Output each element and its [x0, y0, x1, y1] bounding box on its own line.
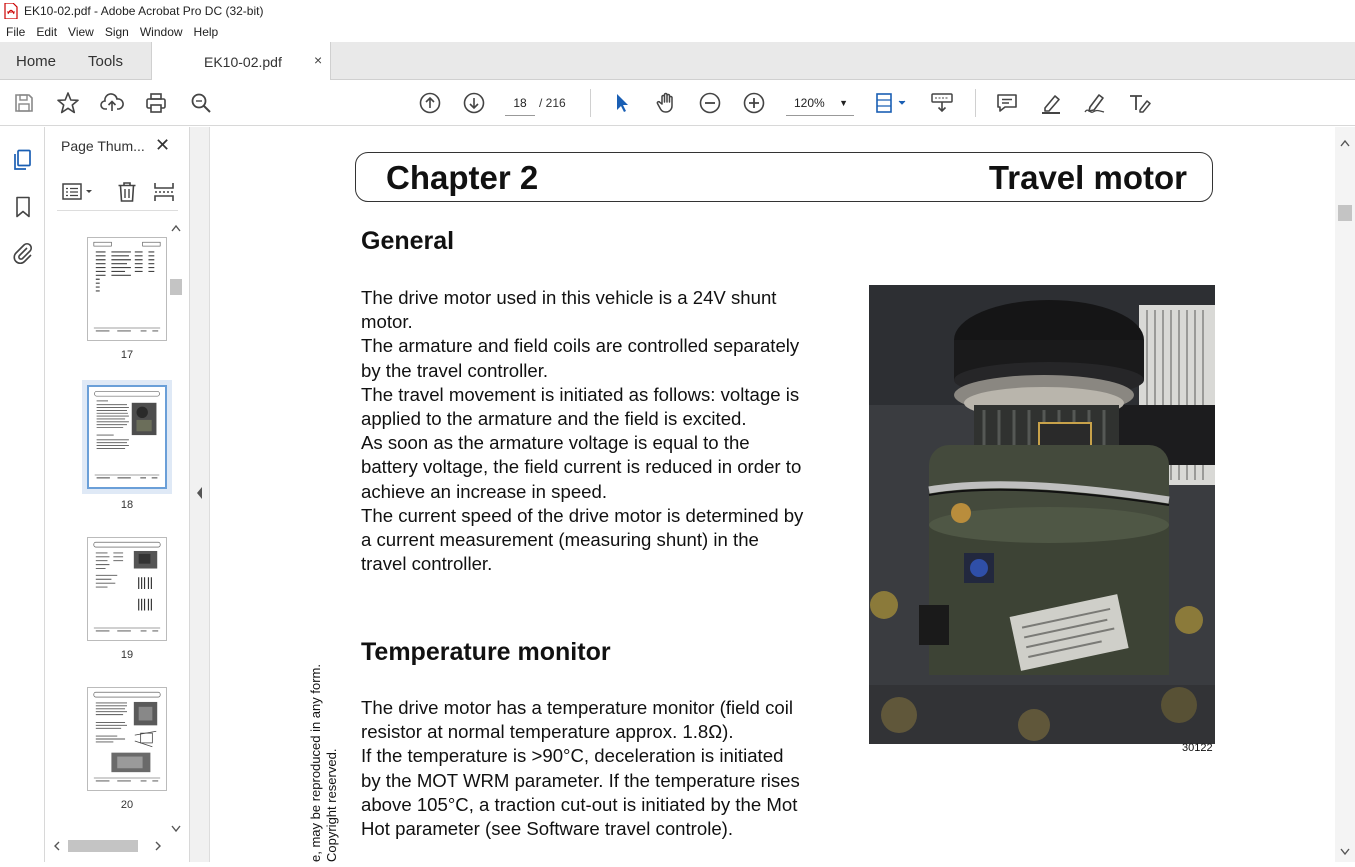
page-thumbnails-panel [45, 127, 190, 862]
thumbnail-label: 18 [120, 499, 134, 511]
options-menu-icon[interactable] [61, 180, 97, 204]
panel-collapse-handle[interactable] [190, 127, 210, 862]
chapter-number: Chapter 2 [386, 159, 539, 196]
pdf-app-icon [4, 3, 18, 19]
thumbnail-label: 17 [120, 349, 134, 361]
text-line: by the MOT WRM parameter. If the temperature rises [361, 769, 800, 791]
copyright-line: e, may be reproduced in any form. [308, 664, 323, 862]
page-down-icon[interactable] [462, 91, 486, 115]
tab-document-label: EK10-02.pdf [204, 54, 282, 70]
menu-bar [0, 22, 1355, 42]
close-panel-icon[interactable]: ✕ [155, 135, 171, 155]
insert-page-icon[interactable] [152, 180, 176, 204]
text-line: The drive motor has a temperature monitor (field coil [361, 697, 793, 718]
tab-document[interactable] [151, 42, 331, 81]
toolbar [0, 80, 1355, 126]
close-tab-icon[interactable]: × [314, 52, 323, 68]
text-line: battery voltage, the field current is reduced in order to [361, 456, 802, 478]
toolbar-divider [590, 89, 591, 117]
section-heading: General [361, 227, 455, 255]
text-line: The travel movement is initiated as follows: voltage is [361, 383, 800, 405]
menu-file[interactable]: File [6, 25, 26, 39]
thumbnail-label: 19 [120, 649, 134, 661]
copyright-sidebar-text [308, 664, 340, 862]
page-fit-icon[interactable] [874, 91, 910, 115]
page-thumbnails-icon[interactable] [11, 148, 35, 172]
page-thumbnail-19[interactable] [87, 537, 167, 641]
chapter-header [355, 152, 1213, 202]
copyright-line: Copyright reserved. [324, 748, 339, 862]
section-heading: Temperature monitor [361, 638, 611, 666]
title-bar [0, 0, 1355, 22]
text-line: motor. [361, 311, 413, 333]
tab-home[interactable]: Home [16, 53, 57, 70]
menu-help[interactable]: Help [193, 25, 219, 39]
text-line: The drive motor used in this vehicle is a 24V shunt [361, 287, 777, 308]
text-line: travel controller. [361, 553, 493, 575]
panel-toolbar [57, 175, 178, 211]
text-line: achieve an increase in speed. [361, 480, 608, 502]
delete-page-icon[interactable] [115, 180, 139, 204]
menu-edit[interactable]: Edit [36, 25, 58, 39]
comment-icon[interactable] [995, 91, 1019, 115]
scroll-mode-icon[interactable] [930, 91, 954, 115]
menu-window[interactable]: Window [139, 25, 183, 39]
menu-view[interactable]: View [68, 25, 94, 39]
window-title: EK10-02.pdf - Adobe Acrobat Pro DC (32-bit) [24, 4, 264, 18]
attachment-icon[interactable] [11, 241, 35, 265]
thumbnail-scrollbar[interactable] [169, 222, 183, 837]
zoom-value: 120% [794, 96, 825, 110]
text-line: The current speed of the drive motor is determined by [361, 504, 804, 526]
photo-caption: 30122 [1182, 742, 1213, 754]
text-line: Hot parameter (see Software travel controle). [361, 818, 734, 840]
toolbar-divider [975, 89, 976, 117]
chapter-title: Travel motor [988, 159, 1187, 196]
text-line: a current measurement (measuring shunt) in the [361, 529, 759, 551]
text-line: resistor at normal temperature approx. 1.8Ω). [361, 721, 734, 743]
page-total: / 216 [539, 96, 566, 110]
left-rail [0, 127, 45, 862]
document-page [210, 127, 1335, 862]
text-line: applied to the armature and the field is excited. [361, 408, 747, 430]
highlight-icon[interactable] [1039, 91, 1063, 115]
text-line: by the travel controller. [361, 359, 549, 381]
text-line: The armature and field coils are controlled separately [361, 335, 800, 357]
thumbnail-label: 20 [120, 799, 134, 811]
page-number-input[interactable]: 18 [505, 90, 535, 116]
temperature-paragraph [361, 696, 800, 841]
bookmark-star-icon[interactable] [56, 91, 80, 115]
zoom-in-icon[interactable] [742, 91, 766, 115]
general-paragraph [361, 286, 803, 576]
menu-sign[interactable]: Sign [104, 25, 129, 39]
sign-icon[interactable] [1083, 91, 1107, 115]
print-icon[interactable] [144, 91, 168, 115]
search-icon[interactable] [189, 91, 213, 115]
save-icon[interactable] [12, 91, 36, 115]
page-up-icon[interactable] [418, 91, 442, 115]
text-line: As soon as the armature voltage is equal to the [361, 432, 750, 454]
document-scrollbar[interactable] [1335, 127, 1355, 862]
upload-icon[interactable] [100, 91, 124, 115]
select-cursor-icon[interactable] [610, 91, 634, 115]
text-line: above 105°C, a traction cut-out is initiated by the Mot [361, 793, 798, 815]
hand-icon[interactable] [654, 91, 678, 115]
page-thumbnail-18[interactable] [87, 385, 167, 489]
panel-title: Page Thum... [61, 138, 145, 154]
page-thumbnail-17[interactable] [87, 237, 167, 341]
thumbnail-horizontal-scrollbar[interactable] [50, 837, 168, 855]
page-thumbnail-20[interactable] [87, 687, 167, 791]
zoom-out-icon[interactable] [698, 91, 722, 115]
motor-photo [869, 285, 1215, 744]
tab-tools[interactable]: Tools [88, 53, 124, 70]
text-line: If the temperature is >90°C, deceleration is initiated [361, 745, 784, 767]
chevron-down-icon: ▼ [839, 98, 848, 108]
tab-bar [0, 42, 1355, 80]
bookmark-icon[interactable] [11, 195, 35, 219]
zoom-select[interactable] [786, 90, 854, 116]
edit-text-icon[interactable] [1127, 91, 1151, 115]
